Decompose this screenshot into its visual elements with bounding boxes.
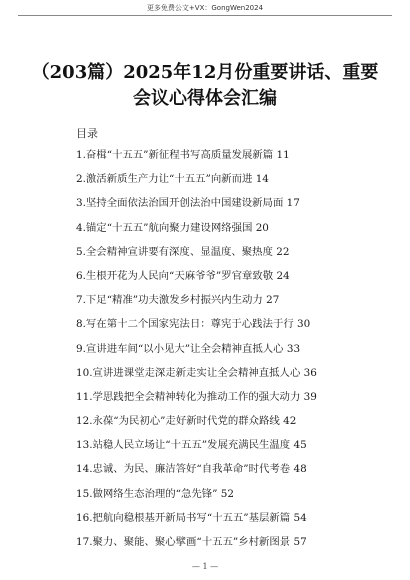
toc-item[interactable]: 15.做网络生态治理的“急先锋” 52 — [76, 487, 234, 500]
page-number: — 1 — — [191, 562, 219, 571]
toc-item[interactable]: 12.永葆“为民初心”走好新时代党的群众路线 42 — [76, 415, 297, 428]
header-divider — [18, 15, 392, 16]
toc-item[interactable]: 17.聚力、聚能、聚心擘画“十五五”乡村新图景 57 — [76, 536, 307, 548]
toc-item[interactable]: 14.忠诚、为民、廉洁答好“自我革命”时代考卷 48 — [76, 463, 307, 476]
toc-item[interactable]: 7.下足“精准”功夫激发乡村振兴内生动力 27 — [76, 294, 280, 307]
toc-item[interactable]: 3.坚持全面依法治国开创法治中国建设新局面 17 — [76, 197, 300, 210]
toc-item[interactable]: 1.奋楫“十五五”新征程书写高质量发展新篇 11 — [76, 149, 290, 161]
toc-heading: 目录 — [76, 127, 98, 140]
toc-item[interactable]: 6.生根开花为人民向“天麻爷爷”罗官章致敬 24 — [76, 269, 290, 282]
toc-item[interactable]: 4.锚定“十五五”航向聚力建设网络强国 20 — [76, 221, 269, 234]
toc-item[interactable]: 13.站稳人民立场让“十五五”发展充满民生温度 45 — [76, 439, 307, 452]
toc-item[interactable]: 8.写在第十二个国家宪法日：尊宪于心践法于行 30 — [76, 318, 311, 331]
table-of-contents — [76, 148, 406, 559]
toc-item[interactable]: 9.宣讲进车间“以小见大”让全会精神直抵人心 33 — [76, 342, 301, 355]
document-title: （203篇）2025年12月份重要讲话、重要会议心得体会汇编 — [31, 62, 379, 109]
toc-item[interactable]: 10.宣讲进课堂走深走新走实让全会精神直抵人心 36 — [76, 366, 317, 379]
toc-item[interactable]: 2.激活新质生产力让“十五五”向新而进 14 — [76, 173, 269, 186]
page-header: 更多免费公文+VX：GongWen2024 — [146, 4, 264, 12]
toc-item[interactable]: 16.把航向稳根基开新局书写“十五五”基层新篇 54 — [76, 511, 307, 524]
toc-item[interactable]: 11.学思践把全会精神转化为推动工作的强大动力 39 — [76, 390, 317, 403]
toc-item[interactable]: 5.全会精神宣讲要有深度、显温度、聚热度 22 — [76, 245, 290, 258]
